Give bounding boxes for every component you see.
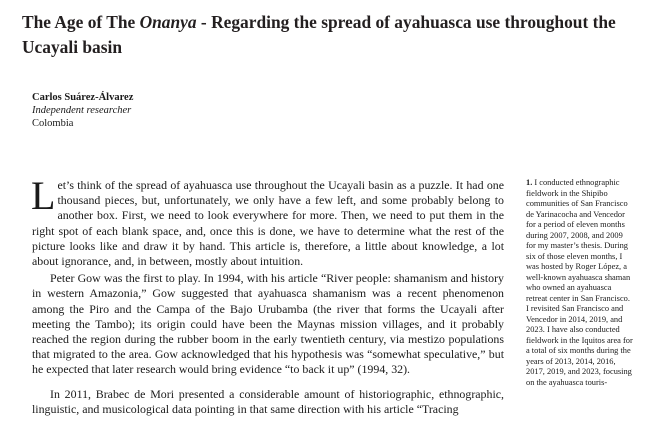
- paragraph-2: Peter Gow was the first to play. In 1994, with his article “River people: shamanism and history in western Amazonia,” Gow suggested that ayahuasca shamanism was a recent phenomenon among the Piro and the Campa of the Bajo Urubamba (the river that forms the Ucayali after meeting the Tambo); its origin could have been the Maynas mission villages, and it probably reached the region during the rubber boom in the early twentieth century, via mestizo populations that migrated to the area. Gow acknowledged that his hypothesis was “somewhat speculative,” but he expected that later research would bring evidence “to back it up” (1994, 32).: [32, 271, 504, 377]
- article-title: [22, 10, 632, 60]
- author-block: [32, 91, 133, 130]
- drop-cap: L: [31, 173, 56, 218]
- title-rest: - Regarding the spread of ayahuasca use throughout the Ucayali basin: [22, 12, 616, 57]
- author-affiliation: Independent researcher: [32, 105, 132, 116]
- main-text: [31, 173, 504, 417]
- footnote-number: 1.: [526, 178, 533, 187]
- paragraph-1-text: et’s think of the spread of ayahuasca use throughout the Ucayali basin as a puzzle. It had one thousand pieces, but, unfortunately, we only have a few left, and some probably belong to another box. First, we need to look everywhere for more. Then, we need to put them in the right spot of each blank space, and, once this is done, we have to determine what the rest of the picture looks like and draw it by hand. This article is, therefore, a little about knowledge, a lot about ignorance, and, in between, mostly about intuition.: [32, 178, 504, 269]
- title-prefix: The Age of The: [22, 12, 140, 32]
- paragraph-1: [31, 173, 504, 269]
- title-italic: Onanya: [139, 12, 197, 32]
- author-name: Carlos Suárez-Álvarez: [32, 92, 134, 103]
- author-country: Colombia: [32, 118, 74, 129]
- footnote-text: I conducted ethnographic fieldwork in the Shipibo communities of San Francisco de Yarinacocha and Vencedor for a period of eleven months during 2007, 2008, and 2009 for my master’s thesis. During six of those eleven months, I was hosted by Roger López, a well-known ayahuasca shaman who owned an ayahuasca retreat center in San Francisco. I revisited San Francisco and Vencedor in 2014, 2019, and 2023. I have also conducted fieldwork in the Iquitos area for a total of six months during the years of 2013, 2014, 2016, 2017, 2019, and 2023, focusing on the ayahuasca touris-: [526, 178, 633, 387]
- paragraph-3: In 2011, Brabec de Mori presented a considerable amount of historiographic, ethnographic, linguistic, and musicological data pointing in that same direction with his article “Tracing: [32, 386, 504, 416]
- sidenote: [526, 178, 634, 388]
